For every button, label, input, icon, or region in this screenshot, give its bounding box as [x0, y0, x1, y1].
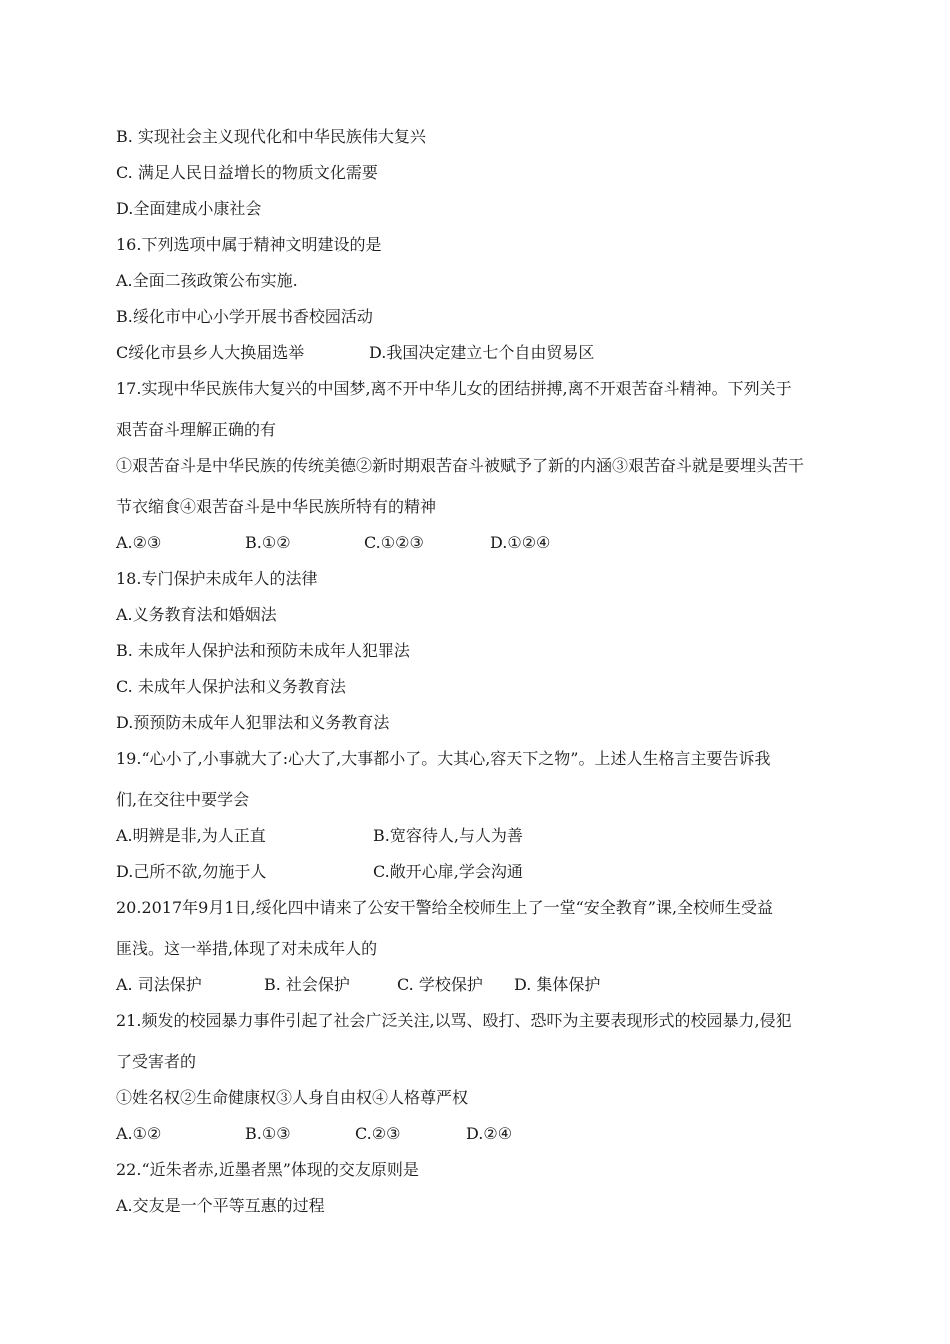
q17-option-a: A.②③: [116, 533, 162, 552]
q20-option-c: C. 学校保护: [397, 975, 483, 994]
q17-option-d: D.①②④: [490, 533, 551, 552]
q21-option-d: D.②④: [466, 1124, 513, 1143]
q16-option-b: B.绥化市中心小学开展书香校园活动: [116, 307, 373, 326]
q16-option-a: A.全面二孩政策公布实施.: [116, 271, 298, 290]
q20-option-d: D. 集体保护: [514, 975, 601, 994]
q18-option-c: C. 未成年人保护法和义务教育法: [116, 677, 346, 696]
q18-option-a: A.义务教育法和婚姻法: [116, 605, 277, 624]
q17-option-c: C.①②③: [364, 533, 424, 552]
q21-stem-line1: 21.频发的校园暴力事件引起了社会广泛关注,以骂、殴打、恐吓为主要表现形式的校园暴力,侵犯: [116, 1011, 792, 1030]
q21-option-b: B.①③: [245, 1124, 291, 1143]
q20-option-b: B. 社会保护: [264, 975, 350, 994]
q21-stem-line2: 了受害者的: [116, 1052, 197, 1071]
q15-option-b: B. 实现社会主义现代化和中华民族伟大复兴: [116, 127, 426, 146]
q21-option-c: C.②③: [355, 1124, 401, 1143]
q21-option-a: A.①②: [116, 1124, 162, 1143]
q17-stem-line2: 艰苦奋斗理解正确的有: [116, 420, 277, 439]
q19-stem-line1: 19.“心小了,小事就大了:心大了,大事都小了。大其心,容天下之物”。上述人生格言主要告诉我: [116, 749, 771, 768]
q16-option-c: C绥化市县乡人大换届选举: [116, 343, 305, 362]
q22-stem: 22.“近朱者赤,近墨者黑”体现的交友原则是: [116, 1160, 419, 1179]
q19-option-c: C.敞开心扉,学会沟通: [373, 862, 523, 881]
q16-stem: 16.下列选项中属于精神文明建设的是: [116, 235, 382, 254]
q17-option-b: B.①②: [245, 533, 291, 552]
q17-statements-line2: 节衣缩食④艰苦奋斗是中华民族所特有的精神: [116, 497, 437, 516]
q19-option-d: D.己所不欲,勿施于人: [116, 862, 267, 881]
q19-stem-line2: 们,在交往中要学会: [116, 790, 250, 809]
q20-stem-line1: 20.2017年9月1日,绥化四中请来了公安干警给全校师生上了一堂“安全教育”课,全校师生受益: [116, 898, 774, 917]
q21-statements: ①姓名权②生命健康权③人身自由权④人格尊严权: [116, 1088, 469, 1107]
q18-stem: 18.专门保护未成年人的法律: [116, 569, 318, 588]
q15-option-d: D.全面建成小康社会: [116, 199, 262, 218]
q15-option-c: C. 满足人民日益增长的物质文化需要: [116, 163, 378, 182]
q22-option-a: A.交友是一个平等互惠的过程: [116, 1196, 325, 1215]
q19-option-b: B.宽容待人,与人为善: [373, 826, 523, 845]
q19-option-a: A.明辨是非,为人正直: [116, 826, 266, 845]
q18-option-b: B. 未成年人保护法和预防未成年人犯罪法: [116, 641, 410, 660]
q17-statements-line1: ①艰苦奋斗是中华民族的传统美德②新时期艰苦奋斗被赋予了新的内涵③艰苦奋斗就是要埋头苦干: [116, 456, 805, 475]
q16-option-d: D.我国决定建立七个自由贸易区: [369, 343, 595, 362]
q18-option-d: D.预预防未成年人犯罪法和义务教育法: [116, 713, 390, 732]
q17-stem-line1: 17.实现中华民族伟大复兴的中国梦,离不开中华儿女的团结拼搏,离不开艰苦奋斗精神。下列关于: [116, 379, 792, 398]
q20-stem-line2: 匪浅。这一举措,体现了对未成年人的: [116, 939, 378, 958]
q20-option-a: A. 司法保护: [116, 975, 202, 994]
